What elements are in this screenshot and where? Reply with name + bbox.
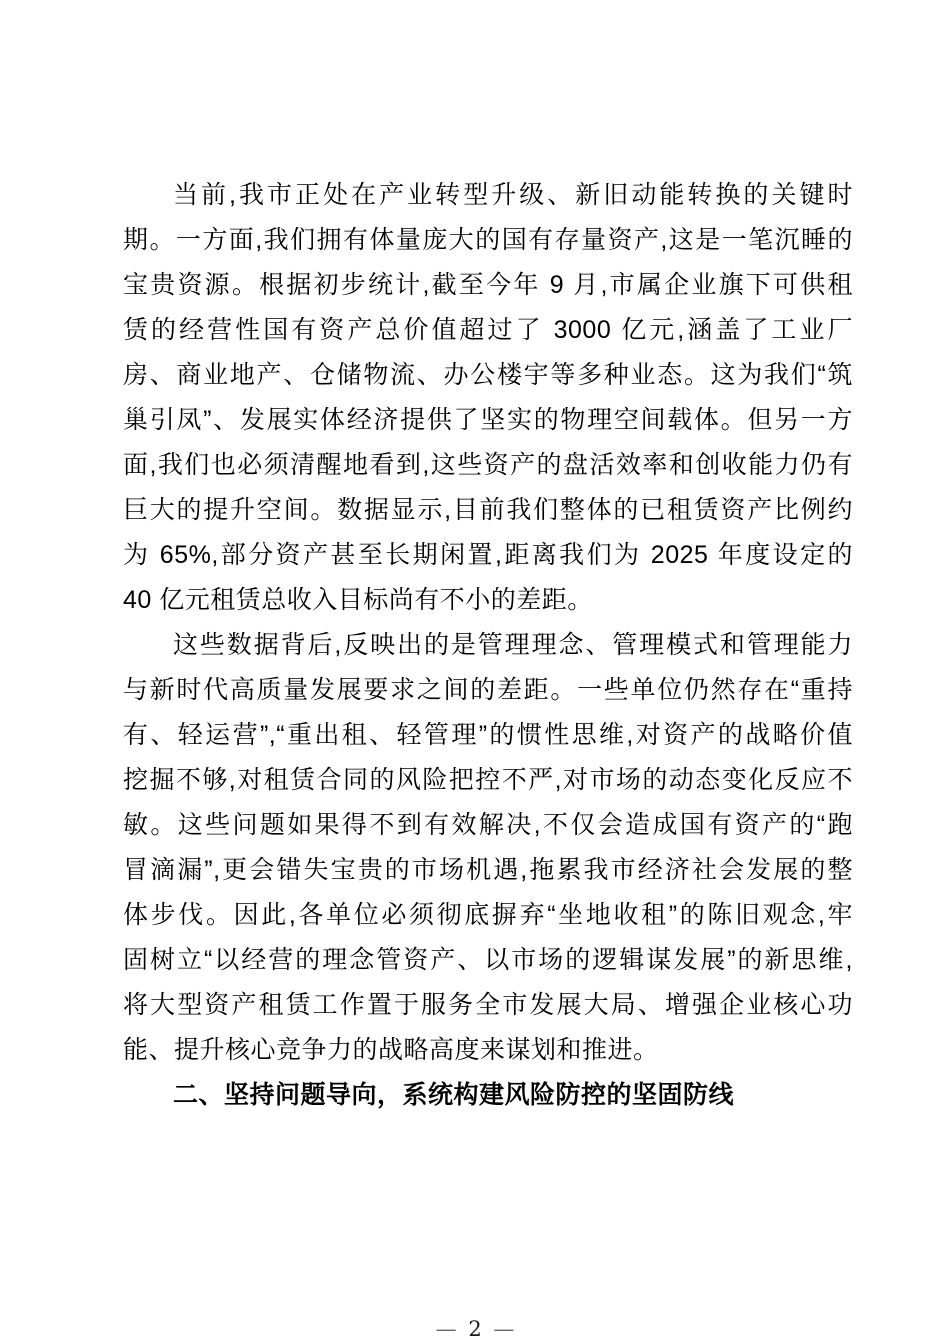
text-line: 固树立“以经营的理念管资产、以市场的逻辑谋发展”的新思维,: [123, 946, 853, 974]
text-line: 体步伐。因此,各单位必须彻底摒弃“坐地收租”的陈旧观念,牢: [123, 901, 853, 929]
text-line: 当前,我市正处在产业转型升级、新旧动能转换的关键时: [173, 181, 853, 209]
text-line: 面,我们也必须清醒地看到,这些资产的盘活效率和创收能力仍有: [123, 451, 853, 479]
text-line: 赁的经营性国有资产总价值超过了 3000 亿元,涵盖了工业厂: [123, 316, 853, 344]
text-line: 与新时代高质量发展要求之间的差距。一些单位仍然存在“重持: [123, 676, 853, 704]
text-line: 为 65%,部分资产甚至长期闲置,距离我们为 2025 年度设定的: [123, 541, 853, 569]
text-line: 这些数据背后,反映出的是管理理念、管理模式和管理能力: [173, 631, 853, 659]
text-line: 期。一方面,我们拥有体量庞大的国有存量资产,这是一笔沉睡的: [123, 226, 853, 254]
text-line: 宝贵资源。根据初步统计,截至今年 9 月,市属企业旗下可供租: [123, 271, 853, 299]
text-line: 能、提升核心竞争力的战略高度来谋划和推进。: [123, 1036, 659, 1064]
section-heading: [123, 1073, 853, 1118]
document-body: [123, 173, 853, 1118]
text-line: 有、轻运营”,“重出租、轻管理”的惯性思维,对资产的战略价值: [123, 721, 853, 749]
text-line: 巢引凤”、发展实体经济提供了坚实的物理空间载体。但另一方: [123, 406, 853, 434]
text-line: 40 亿元租赁总收入目标尚有不小的差距。: [123, 586, 593, 614]
body-paragraph: [123, 173, 853, 623]
text-line: 冒滴漏”,更会错失宝贵的市场机遇,拖累我市经济社会发展的整: [123, 856, 853, 884]
page-number: 2: [468, 1317, 482, 1341]
body-paragraph: [123, 623, 853, 1073]
page-footer: [0, 1316, 950, 1342]
text-line: 二、坚持问题导向，系统构建风险防控的坚固防线: [173, 1081, 735, 1109]
text-line: 挖掘不够,对租赁合同的风险把控不严,对市场的动态变化反应不: [123, 766, 853, 794]
footer-dash-right: —: [493, 1317, 515, 1341]
text-line: 房、商业地产、仓储物流、办公楼宇等多种业态。这为我们“筑: [123, 361, 853, 389]
text-line: 巨大的提升空间。数据显示,目前我们整体的已租赁资产比例约: [123, 496, 853, 524]
text-line: 将大型资产租赁工作置于服务全市发展大局、增强企业核心功: [123, 991, 853, 1019]
text-line: 敏。这些问题如果得不到有效解决,不仅会造成国有资产的“跑: [123, 811, 853, 839]
footer-dash-left: —: [435, 1317, 457, 1341]
